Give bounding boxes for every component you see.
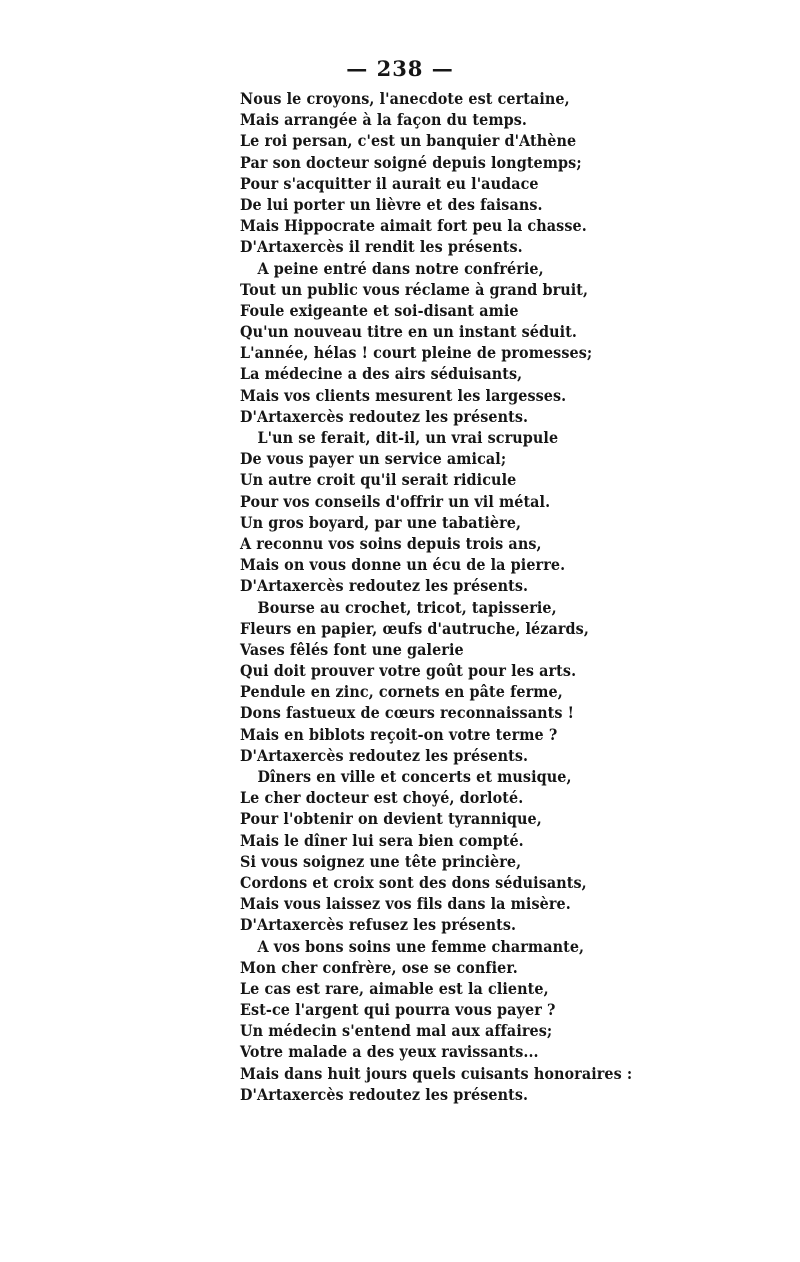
verse-line: Dons fastueux de cœurs reconnaissants ! bbox=[240, 703, 574, 723]
verse-line: D'Artaxercès redoutez les présents. bbox=[240, 1084, 529, 1104]
stanza bbox=[240, 597, 590, 767]
verse-line: Un médecin s'entend mal aux affaires; bbox=[240, 1021, 553, 1041]
verse-line: Mais vous laissez vos fils dans la misère. bbox=[240, 894, 571, 914]
verse-line: Foule exigeante et soi-disant amie bbox=[240, 300, 519, 320]
stanza bbox=[240, 258, 593, 428]
verse-line: L'un se ferait, dit-il, un vrai scrupule bbox=[257, 428, 559, 447]
verse-line: Mais en biblots reçoit-on votre terme ? bbox=[240, 724, 558, 744]
verse-line: Mais on vous donne un écu de la pierre. bbox=[240, 555, 566, 575]
verse-line: Mais Hippocrate aimait fort peu la chasse. bbox=[240, 216, 587, 236]
verse-line: Par son docteur soigné depuis longtemps; bbox=[240, 152, 582, 172]
verse-line: D'Artaxercès il rendit les présents. bbox=[240, 237, 523, 257]
verse-line: Fleurs en papier, œufs d'autruche, lézards, bbox=[240, 618, 589, 638]
poem bbox=[240, 88, 633, 1105]
stanza bbox=[240, 427, 590, 597]
verse-line: D'Artaxercès redoutez les présents. bbox=[240, 576, 529, 596]
verse-line: Mais le dîner lui sera bien compté. bbox=[240, 830, 524, 850]
verse-line: Le cher docteur est choyé, dorloté. bbox=[240, 788, 524, 808]
stanza bbox=[240, 88, 590, 258]
verse-line: Mais arrangée à la façon du temps. bbox=[240, 110, 527, 130]
verse-line: Cordons et croix sont des dons séduisants, bbox=[240, 872, 587, 892]
verse-line: Un gros boyard, par une tabatière, bbox=[240, 512, 522, 532]
verse-line: De lui porter un lièvre et des faisans. bbox=[240, 194, 543, 214]
verse-line: L'année, hélas ! court pleine de promesses; bbox=[240, 343, 593, 363]
verse-line: A vos bons soins une femme charmante, bbox=[257, 936, 585, 956]
verse-line: Mais dans huit jours quels cuisants honoraires : bbox=[240, 1063, 633, 1083]
verse-line: Un autre croit qu'il serait ridicule bbox=[240, 470, 517, 490]
verse-line: Le cas est rare, aimable est la cliente, bbox=[240, 978, 549, 998]
verse-line: Est-ce l'argent qui pourra vous payer ? bbox=[240, 1000, 556, 1020]
page-number: — 238 — bbox=[346, 56, 454, 81]
verse-line: D'Artaxercès refusez les présents. bbox=[240, 915, 517, 935]
verse-line: A reconnu vos soins depuis trois ans, bbox=[240, 533, 542, 553]
stanza bbox=[240, 766, 590, 936]
verse-line: Vases fêlés font une galerie bbox=[240, 639, 464, 659]
verse-line: D'Artaxercès redoutez les présents. bbox=[240, 745, 529, 765]
verse-line: Le roi persan, c'est un banquier d'Athène bbox=[240, 131, 577, 151]
verse-line: Pour vos conseils d'offrir un vil métal. bbox=[240, 491, 551, 511]
verse-line: D'Artaxercès redoutez les présents. bbox=[240, 406, 529, 426]
verse-line: Qui doit prouver votre goût pour les arts. bbox=[240, 661, 577, 681]
verse-line: Nous le croyons, l'anecdote est certaine, bbox=[240, 89, 570, 108]
verse-line: Votre malade a des yeux ravissants... bbox=[240, 1042, 539, 1062]
verse-line: Pendule en zinc, cornets en pâte ferme, bbox=[240, 682, 563, 702]
verse-line: Pour l'obtenir on devient tyrannique, bbox=[240, 809, 542, 829]
verse-line: A peine entré dans notre confrérie, bbox=[257, 258, 544, 278]
verse-line: Mais vos clients mesurent les largesses. bbox=[240, 385, 567, 405]
verse-line: Pour s'acquitter il aurait eu l'audace bbox=[240, 173, 539, 193]
verse-line: Qu'un nouveau titre en un instant séduit. bbox=[240, 322, 578, 342]
verse-line: Mon cher confrère, ose se confier. bbox=[240, 957, 518, 977]
stanza bbox=[240, 936, 633, 1106]
verse-line: Tout un public vous réclame à grand bruit, bbox=[240, 279, 589, 299]
verse-line: Si vous soignez une tête princière, bbox=[240, 851, 522, 871]
verse-line: Dîners en ville et concerts et musique, bbox=[257, 767, 572, 786]
verse-line: De vous payer un service amical; bbox=[240, 449, 507, 469]
verse-line: La médecine a des airs séduisants, bbox=[240, 364, 523, 384]
verse-line: Bourse au crochet, tricot, tapisserie, bbox=[257, 597, 557, 617]
